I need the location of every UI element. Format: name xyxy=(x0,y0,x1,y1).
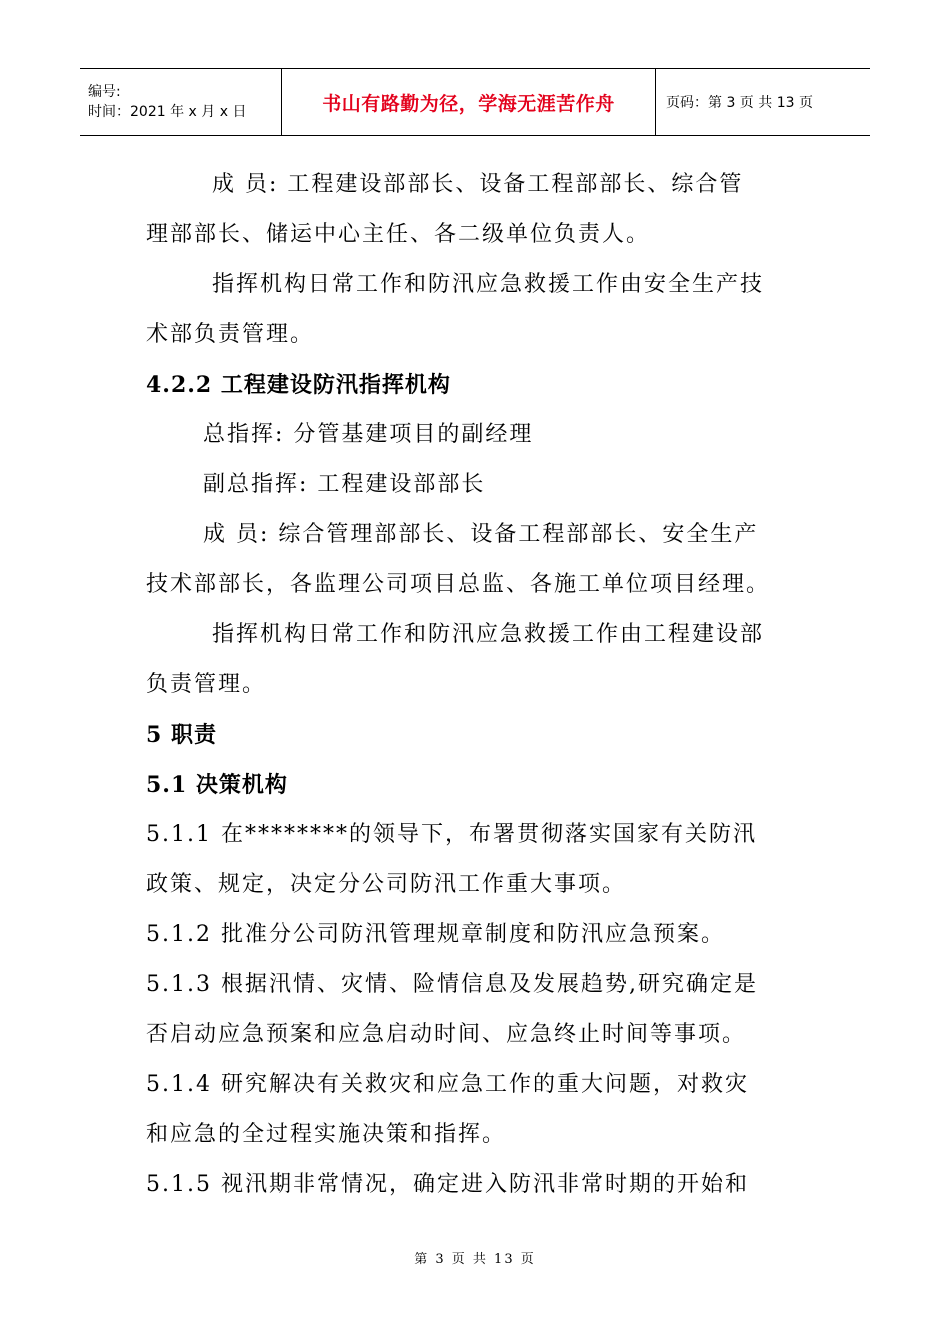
motto-text: 书山有路勤为径，学海无涯苦作舟 xyxy=(322,92,615,115)
section-heading: 4.2.2 工程建设防汛指挥机构 xyxy=(146,372,451,398)
paragraph-line: 和应急的全过程实施决策和指挥。 xyxy=(146,1122,507,1147)
paragraph-line: 5.1.1 在********的领导下，布署贯彻落实国家有关防汛 xyxy=(146,822,757,847)
header-motto xyxy=(282,69,656,135)
header-page xyxy=(656,69,870,135)
paragraph-line: 成 员: 工程建设部部长、设备工程部部长、综合管 xyxy=(212,172,744,197)
header-meta xyxy=(80,69,282,135)
page-footer: 第 3 页 共 13 页 xyxy=(414,1252,536,1267)
paragraph-line: 5.1.4 研究解决有关救灾和应急工作的重大问题，对救灾 xyxy=(146,1072,749,1097)
section-heading: 5.1 决策机构 xyxy=(146,772,288,798)
page-label: 页码：第 3 页 共 13 页 xyxy=(666,95,813,111)
paragraph-line: 负责管理。 xyxy=(146,672,267,697)
paragraph-line: 5.1.5 视汛期非常情况，确定进入防汛非常时期的开始和 xyxy=(146,1172,749,1197)
paragraph-line: 指挥机构日常工作和防汛应急救援工作由安全生产技 xyxy=(212,272,765,297)
section-heading: 5 职责 xyxy=(146,722,217,748)
paragraph-line: 术部负责管理。 xyxy=(146,322,315,347)
paragraph-line: 技术部部长，各监理公司项目总监、各施工单位项目经理。 xyxy=(146,572,771,597)
date-label: 时间：2021 年 x 月 x 日 xyxy=(88,104,247,120)
paragraph-line: 政策、规定，决定分公司防汛工作重大事项。 xyxy=(146,872,627,897)
paragraph-line: 总指挥: 分管基建项目的副经理 xyxy=(203,422,534,447)
document-header xyxy=(80,68,870,136)
paragraph-line: 5.1.2 批准分公司防汛管理规章制度和防汛应急预案。 xyxy=(146,922,725,947)
document-body xyxy=(146,160,816,1210)
paragraph-line: 成 员: 综合管理部部长、设备工程部部长、安全生产 xyxy=(203,522,759,547)
serial-label: 编号: xyxy=(88,84,121,100)
paragraph-line: 指挥机构日常工作和防汛应急救援工作由工程建设部 xyxy=(212,622,765,647)
paragraph-line: 副总指挥: 工程建设部部长 xyxy=(203,472,486,497)
paragraph-line: 5.1.3 根据汛情、灾情、险情信息及发展趋势,研究确定是 xyxy=(146,972,758,997)
paragraph-line: 否启动应急预案和应急启动时间、应急终止时间等事项。 xyxy=(146,1022,747,1047)
paragraph-line: 理部部长、储运中心主任、各二级单位负责人。 xyxy=(146,222,651,247)
